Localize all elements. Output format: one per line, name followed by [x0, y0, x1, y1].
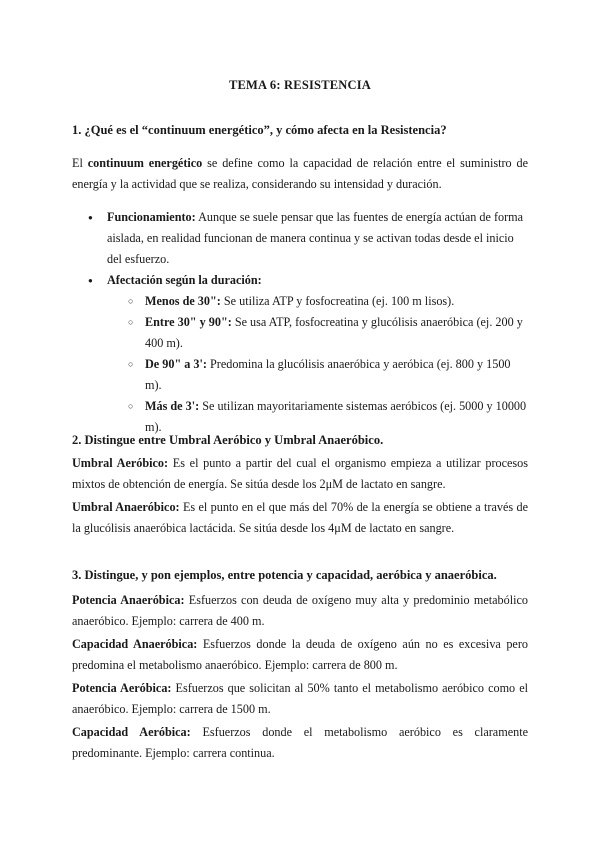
list-item: [72, 207, 528, 270]
bullet-label-funcionamiento: Funcionamiento:: [107, 210, 196, 224]
q3-item-text: Esfuerzos con deuda de oxígeno muy alta y predominio metabólico anaeróbico. Ejemplo: carrera de 400 m.: [72, 593, 528, 628]
q2-anaerobic-text: Es el punto en el que más del 70% de la energía se obtiene a través de la glucólisis anaeróbica lactácida. Se sitúa desde los 4μM de lactato en sangre.: [72, 500, 528, 535]
q1-bullet-list: [72, 207, 528, 438]
q3-item-text: Esfuerzos donde el metabolismo aeróbico es claramente predominante. Ejemplo: carrera continua.: [72, 725, 528, 760]
q1-intro: [72, 153, 528, 195]
sub-item-label: Menos de 30":: [145, 294, 221, 308]
sub-list-item: [72, 354, 528, 396]
q3-heading: 3. Distingue, y pon ejemplos, entre potencia y capacidad, aeróbica y anaeróbica.: [72, 568, 497, 582]
q3-item: [72, 722, 528, 764]
q3-item-text: Esfuerzos que solicitan al 50% tanto el metabolismo aeróbico como el anaeróbico. Ejemplo: carrera de 1500 m.: [72, 681, 528, 716]
q1-heading: 1. ¿Qué es el “continuum energético”, y cómo afecta en la Resistencia?: [72, 123, 447, 137]
q3-item: [72, 678, 528, 720]
q2-aerobic-threshold: [72, 453, 528, 495]
q3-item: [72, 590, 528, 632]
q3-item-label: Potencia Anaeróbica:: [72, 593, 185, 607]
q1-intro-pre: El: [72, 156, 88, 170]
q2-anaerobic-threshold: [72, 497, 528, 539]
sub-item-text: Predomina la glucólisis anaeróbica y aeróbica (ej. 800 y 1500 m).: [145, 357, 511, 392]
document-title: TEMA 6: RESISTENCIA: [228, 78, 372, 92]
sub-item-text: Se utilizan mayoritariamente sistemas aeróbicos (ej. 5000 y 10000 m).: [145, 399, 527, 434]
sub-item-label: Entre 30" y 90":: [145, 315, 232, 329]
q2-aerobic-label: Umbral Aeróbico:: [72, 456, 169, 470]
q3-item-label: Potencia Aeróbica:: [72, 681, 172, 695]
sub-item-label: Más de 3':: [145, 399, 200, 413]
q3-item: [72, 634, 528, 676]
bullet-text-funcionamiento: Aunque se suele pensar que las fuentes de energía actúan de forma aislada, en realidad funcionan de manera continua y se activan todas desde el inicio del esfuerzo.: [107, 210, 524, 266]
q1-intro-term: continuum energético: [87, 156, 203, 170]
bullet-label-afectacion: Afectación según la duración:: [107, 273, 262, 287]
sub-list-item: [72, 291, 528, 312]
sub-item-text: Se utiliza ATP y fosfocreatina (ej. 100 m lisos).: [220, 294, 455, 308]
q2-aerobic-text: Es el punto a partir del cual el organismo empieza a utilizar procesos mixtos de obtención de energía. Se sitúa desde los 2μM de lactato en sangre.: [72, 456, 529, 491]
q3-item-label: Capacidad Anaeróbica:: [72, 637, 198, 651]
q3-item-label: Capacidad Aeróbica:: [72, 725, 191, 739]
q1-intro-post: se define como la capacidad de relación entre el suministro de energía y la actividad que se realiza, considerando su intensidad y duración.: [72, 156, 529, 191]
sub-item-text: Se usa ATP, fosfocreatina y glucólisis anaeróbica (ej. 200 y 400 m).: [145, 315, 523, 350]
q2-anaerobic-label: Umbral Anaeróbico:: [72, 500, 180, 514]
sub-item-label: De 90" a 3':: [145, 357, 207, 371]
q2-heading: 2. Distingue entre Umbral Aeróbico y Umbral Anaeróbico.: [72, 433, 384, 447]
list-item: [72, 270, 528, 291]
sub-list-item: [72, 312, 528, 354]
q3-item-text: Esfuerzos donde la deuda de oxígeno aún no es excesiva pero predomina el metabolismo anaeróbico. Ejemplo: carrera de 800 m.: [72, 637, 528, 672]
